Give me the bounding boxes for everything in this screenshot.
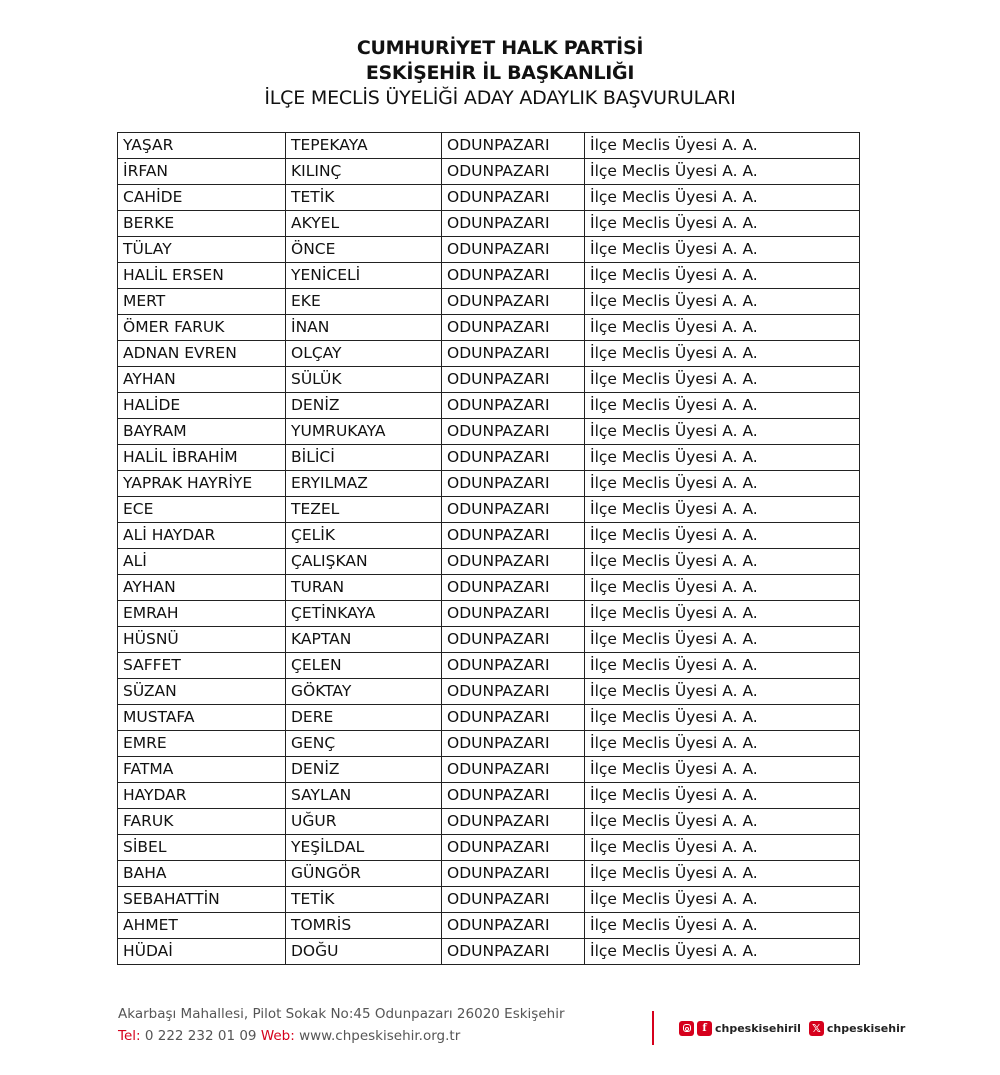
table-row — [118, 679, 860, 705]
first-name-cell: HALİL ERSEN — [118, 263, 286, 289]
first-name-cell: HAYDAR — [118, 783, 286, 809]
position-cell: İlçe Meclis Üyesi A. A. — [585, 601, 860, 627]
table-row — [118, 653, 860, 679]
first-name-cell: EMRE — [118, 731, 286, 757]
table-row — [118, 341, 860, 367]
first-name-cell: ÖMER FARUK — [118, 315, 286, 341]
position-cell: İlçe Meclis Üyesi A. A. — [585, 185, 860, 211]
first-name-cell: SEBAHATTİN — [118, 887, 286, 913]
last-name-cell: ÇELEN — [286, 653, 442, 679]
first-name-cell: HÜSNÜ — [118, 627, 286, 653]
social-links — [679, 1019, 905, 1037]
position-cell: İlçe Meclis Üyesi A. A. — [585, 549, 860, 575]
district-cell: ODUNPAZARI — [442, 757, 585, 783]
footer-contact — [118, 1003, 565, 1047]
district-cell: ODUNPAZARI — [442, 549, 585, 575]
first-name-cell: İRFAN — [118, 159, 286, 185]
last-name-cell: KILINÇ — [286, 159, 442, 185]
table-row — [118, 367, 860, 393]
last-name-cell: UĞUR — [286, 809, 442, 835]
table-row — [118, 445, 860, 471]
first-name-cell: HALİDE — [118, 393, 286, 419]
facebook-handle[interactable]: chpeskisehiril — [715, 1021, 801, 1035]
district-cell: ODUNPAZARI — [442, 627, 585, 653]
district-cell: ODUNPAZARI — [442, 185, 585, 211]
first-name-cell: FARUK — [118, 809, 286, 835]
document-title: İLÇE MECLİS ÜYELİĞİ ADAY ADAYLIK BAŞVURULARI — [264, 87, 736, 109]
position-cell: İlçe Meclis Üyesi A. A. — [585, 575, 860, 601]
table-row — [118, 133, 860, 159]
position-cell: İlçe Meclis Üyesi A. A. — [585, 393, 860, 419]
position-cell: İlçe Meclis Üyesi A. A. — [585, 757, 860, 783]
table-row — [118, 913, 860, 939]
last-name-cell: TEPEKAYA — [286, 133, 442, 159]
district-cell: ODUNPAZARI — [442, 731, 585, 757]
first-name-cell: ALİ HAYDAR — [118, 523, 286, 549]
last-name-cell: DENİZ — [286, 757, 442, 783]
position-cell: İlçe Meclis Üyesi A. A. — [585, 887, 860, 913]
first-name-cell: YAPRAK HAYRİYE — [118, 471, 286, 497]
first-name-cell: AYHAN — [118, 575, 286, 601]
position-cell: İlçe Meclis Üyesi A. A. — [585, 653, 860, 679]
table-row — [118, 575, 860, 601]
district-cell: ODUNPAZARI — [442, 523, 585, 549]
position-cell: İlçe Meclis Üyesi A. A. — [585, 419, 860, 445]
table-row — [118, 549, 860, 575]
first-name-cell: BAYRAM — [118, 419, 286, 445]
last-name-cell: AKYEL — [286, 211, 442, 237]
district-cell: ODUNPAZARI — [442, 497, 585, 523]
position-cell: İlçe Meclis Üyesi A. A. — [585, 367, 860, 393]
position-cell: İlçe Meclis Üyesi A. A. — [585, 289, 860, 315]
table-row — [118, 757, 860, 783]
candidates-table — [117, 132, 860, 965]
position-cell: İlçe Meclis Üyesi A. A. — [585, 627, 860, 653]
table-row — [118, 887, 860, 913]
first-name-cell: SAFFET — [118, 653, 286, 679]
last-name-cell: TOMRİS — [286, 913, 442, 939]
first-name-cell: ADNAN EVREN — [118, 341, 286, 367]
district-cell: ODUNPAZARI — [442, 835, 585, 861]
district-cell: ODUNPAZARI — [442, 315, 585, 341]
first-name-cell: MERT — [118, 289, 286, 315]
district-cell: ODUNPAZARI — [442, 575, 585, 601]
table-row — [118, 393, 860, 419]
first-name-cell: YAŞAR — [118, 133, 286, 159]
table-row — [118, 783, 860, 809]
last-name-cell: TEZEL — [286, 497, 442, 523]
last-name-cell: EKE — [286, 289, 442, 315]
table-row — [118, 497, 860, 523]
district-cell: ODUNPAZARI — [442, 159, 585, 185]
table-row — [118, 159, 860, 185]
tel-label: Tel: — [118, 1028, 141, 1044]
last-name-cell: GÖKTAY — [286, 679, 442, 705]
last-name-cell: TETİK — [286, 887, 442, 913]
position-cell: İlçe Meclis Üyesi A. A. — [585, 497, 860, 523]
position-cell: İlçe Meclis Üyesi A. A. — [585, 913, 860, 939]
first-name-cell: EMRAH — [118, 601, 286, 627]
position-cell: İlçe Meclis Üyesi A. A. — [585, 679, 860, 705]
last-name-cell: ÖNCE — [286, 237, 442, 263]
last-name-cell: YUMRUKAYA — [286, 419, 442, 445]
last-name-cell: DERE — [286, 705, 442, 731]
tel-number: 0 222 232 01 09 — [144, 1028, 257, 1044]
last-name-cell: SAYLAN — [286, 783, 442, 809]
district-cell: ODUNPAZARI — [442, 367, 585, 393]
district-cell: ODUNPAZARI — [442, 445, 585, 471]
last-name-cell: BİLİCİ — [286, 445, 442, 471]
table-row — [118, 263, 860, 289]
last-name-cell: ERYILMAZ — [286, 471, 442, 497]
table-row — [118, 315, 860, 341]
office-name: ESKİŞEHİR İL BAŞKANLIĞI — [365, 62, 635, 84]
last-name-cell: YENİCELİ — [286, 263, 442, 289]
district-cell: ODUNPAZARI — [442, 419, 585, 445]
first-name-cell: TÜLAY — [118, 237, 286, 263]
position-cell: İlçe Meclis Üyesi A. A. — [585, 341, 860, 367]
district-cell: ODUNPAZARI — [442, 471, 585, 497]
first-name-cell: HÜDAİ — [118, 939, 286, 965]
district-cell: ODUNPAZARI — [442, 653, 585, 679]
first-name-cell: AYHAN — [118, 367, 286, 393]
position-cell: İlçe Meclis Üyesi A. A. — [585, 445, 860, 471]
position-cell: İlçe Meclis Üyesi A. A. — [585, 159, 860, 185]
district-cell: ODUNPAZARI — [442, 211, 585, 237]
district-cell: ODUNPAZARI — [442, 887, 585, 913]
first-name-cell: HALİL İBRAHİM — [118, 445, 286, 471]
table-row — [118, 601, 860, 627]
first-name-cell: SÜZAN — [118, 679, 286, 705]
district-cell: ODUNPAZARI — [442, 263, 585, 289]
last-name-cell: TETİK — [286, 185, 442, 211]
last-name-cell: ÇALIŞKAN — [286, 549, 442, 575]
first-name-cell: FATMA — [118, 757, 286, 783]
position-cell: İlçe Meclis Üyesi A. A. — [585, 237, 860, 263]
x-icon[interactable]: 𝕏 — [809, 1021, 824, 1036]
table-row — [118, 861, 860, 887]
last-name-cell: YEŞİLDAL — [286, 835, 442, 861]
first-name-cell: BAHA — [118, 861, 286, 887]
position-cell: İlçe Meclis Üyesi A. A. — [585, 523, 860, 549]
district-cell: ODUNPAZARI — [442, 679, 585, 705]
district-cell: ODUNPAZARI — [442, 237, 585, 263]
last-name-cell: GÜNGÖR — [286, 861, 442, 887]
table-row — [118, 471, 860, 497]
district-cell: ODUNPAZARI — [442, 861, 585, 887]
table-row — [118, 705, 860, 731]
footer-address: Akarbaşı Mahallesi, Pilot Sokak No:45 Odunpazarı 26020 Eskişehir — [118, 1006, 565, 1022]
position-cell: İlçe Meclis Üyesi A. A. — [585, 731, 860, 757]
party-name: CUMHURİYET HALK PARTİSİ — [356, 37, 644, 59]
first-name-cell: BERKE — [118, 211, 286, 237]
position-cell: İlçe Meclis Üyesi A. A. — [585, 809, 860, 835]
table-row — [118, 939, 860, 965]
table-row — [118, 419, 860, 445]
district-cell: ODUNPAZARI — [442, 783, 585, 809]
position-cell: İlçe Meclis Üyesi A. A. — [585, 783, 860, 809]
position-cell: İlçe Meclis Üyesi A. A. — [585, 705, 860, 731]
last-name-cell: OLÇAY — [286, 341, 442, 367]
position-cell: İlçe Meclis Üyesi A. A. — [585, 861, 860, 887]
district-cell: ODUNPAZARI — [442, 341, 585, 367]
district-cell: ODUNPAZARI — [442, 809, 585, 835]
last-name-cell: KAPTAN — [286, 627, 442, 653]
table-row — [118, 211, 860, 237]
position-cell: İlçe Meclis Üyesi A. A. — [585, 835, 860, 861]
position-cell: İlçe Meclis Üyesi A. A. — [585, 471, 860, 497]
district-cell: ODUNPAZARI — [442, 289, 585, 315]
district-cell: ODUNPAZARI — [442, 939, 585, 965]
position-cell: İlçe Meclis Üyesi A. A. — [585, 315, 860, 341]
table-row — [118, 289, 860, 315]
table-row — [118, 523, 860, 549]
web-label: Web: — [260, 1028, 295, 1044]
x-handle[interactable]: chpeskisehir — [826, 1021, 906, 1035]
position-cell: İlçe Meclis Üyesi A. A. — [585, 211, 860, 237]
first-name-cell: ALİ — [118, 549, 286, 575]
first-name-cell: MUSTAFA — [118, 705, 286, 731]
footer-divider — [652, 1011, 654, 1045]
last-name-cell: GENÇ — [286, 731, 442, 757]
table-row — [118, 809, 860, 835]
facebook-icon[interactable]: f — [697, 1021, 712, 1036]
table-row — [118, 731, 860, 757]
table-row — [118, 627, 860, 653]
footer-contact-line — [118, 1025, 565, 1047]
first-name-cell: SİBEL — [118, 835, 286, 861]
table-row — [118, 237, 860, 263]
last-name-cell: DOĞU — [286, 939, 442, 965]
position-cell: İlçe Meclis Üyesi A. A. — [585, 263, 860, 289]
district-cell: ODUNPAZARI — [442, 133, 585, 159]
table-row — [118, 835, 860, 861]
first-name-cell: CAHİDE — [118, 185, 286, 211]
last-name-cell: ÇETİNKAYA — [286, 601, 442, 627]
instagram-icon[interactable] — [679, 1021, 694, 1036]
table-row — [118, 185, 860, 211]
position-cell: İlçe Meclis Üyesi A. A. — [585, 133, 860, 159]
web-url[interactable]: www.chpeskisehir.org.tr — [299, 1028, 461, 1044]
district-cell: ODUNPAZARI — [442, 601, 585, 627]
last-name-cell: SÜLÜK — [286, 367, 442, 393]
position-cell: İlçe Meclis Üyesi A. A. — [585, 939, 860, 965]
last-name-cell: ÇELİK — [286, 523, 442, 549]
last-name-cell: DENİZ — [286, 393, 442, 419]
district-cell: ODUNPAZARI — [442, 393, 585, 419]
last-name-cell: TURAN — [286, 575, 442, 601]
last-name-cell: İNAN — [286, 315, 442, 341]
first-name-cell: ECE — [118, 497, 286, 523]
district-cell: ODUNPAZARI — [442, 705, 585, 731]
district-cell: ODUNPAZARI — [442, 913, 585, 939]
document-header — [0, 36, 1000, 111]
first-name-cell: AHMET — [118, 913, 286, 939]
